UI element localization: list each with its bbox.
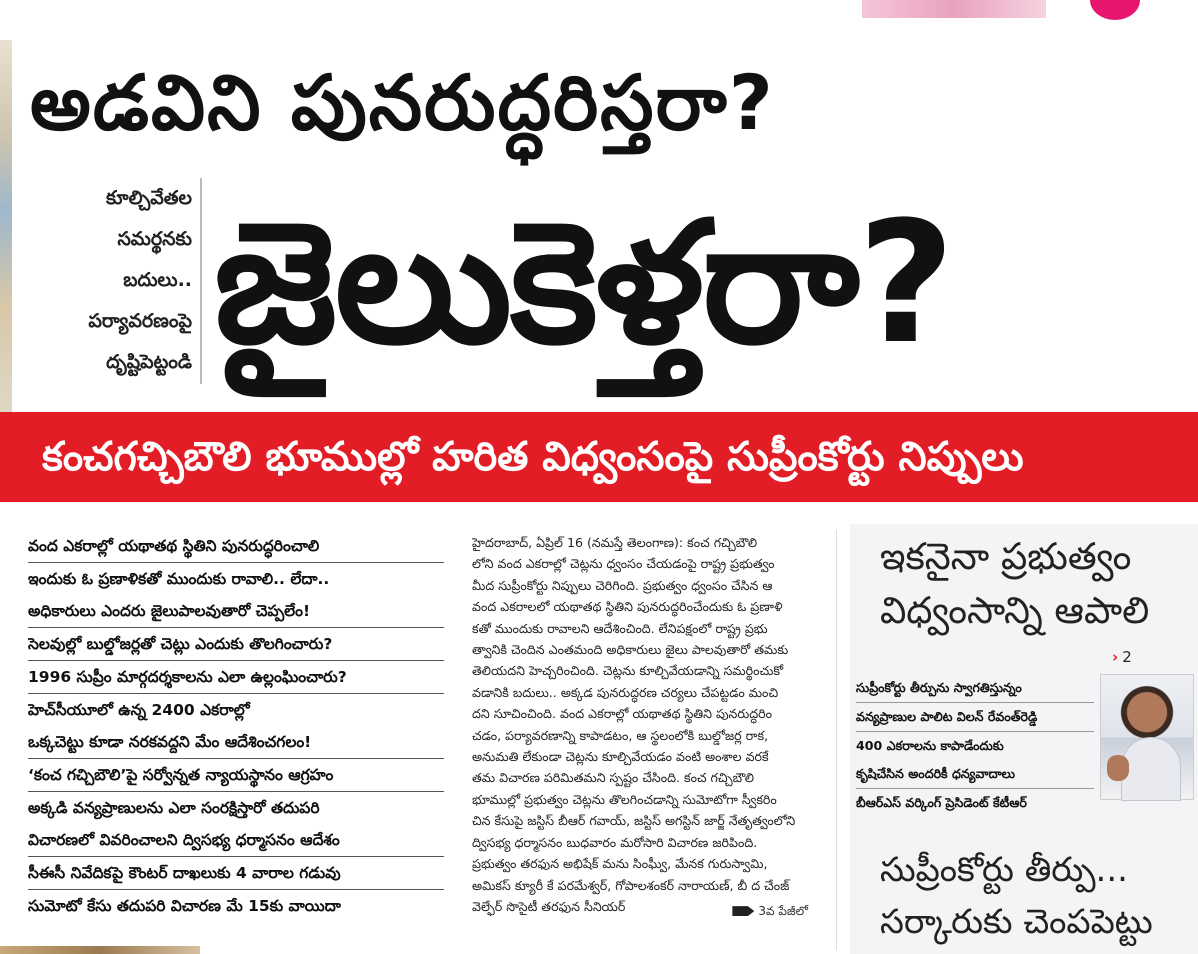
sidebar-point: వన్యప్రాణుల పాలిట విలన్ రేవంత్‌రెడ్డి xyxy=(856,703,1094,732)
kicker-line: కూల్చివేతల xyxy=(105,187,192,209)
sidebar-point: కృషిచేసిన అందరికీ ధన్యవాదాలు xyxy=(856,760,1094,789)
kicker-line: పర్యావరణంపై xyxy=(88,310,192,332)
portrait-shirt xyxy=(1121,737,1181,801)
article-line: త్వానికి చెందిన ఎంతమంది అధికారులు జైలు పాలవుతారో తమకు xyxy=(472,642,789,658)
highlight-item: ఒక్కచెట్టు కూడా నరకవద్దని మేం ఆదేశించగలం! xyxy=(28,726,444,759)
highlight-item: సీఈసీ నివేదికపై కౌంటర్ దాఖలుకు 4 వారాల గడువు xyxy=(28,857,444,890)
article-line: హైదరాబాద్, ఏప్రిల్ 16 (నమస్తే తెలంగాణ): కంచ గచ్చిబౌలి xyxy=(472,535,758,550)
sidebar-point: 400 ఎకరాలను కాపాడేందుకు xyxy=(856,738,1004,753)
article-body xyxy=(472,532,820,942)
kicker-line: బదులు.. xyxy=(123,269,192,291)
headline-top: అడవిని పునరుద్ధరిస్తరా? xyxy=(30,58,775,147)
highlight-item: 1996 సుప్రీం మార్గదర్శకాలను ఎలా ఉల్లంఘించారు? xyxy=(28,661,444,694)
page-number-badge xyxy=(1090,0,1140,20)
sidebar-points xyxy=(856,674,1094,817)
photo-fragment xyxy=(0,946,200,954)
highlights-list xyxy=(28,530,444,940)
column-divider xyxy=(836,530,837,950)
article-line: అమికస్ క్యూరీ కే పరమేశ్వర్, గోపాలశంకర్ నారాయణ్, బీ ద చేంజ్ xyxy=(472,877,790,893)
top-strip xyxy=(0,0,1198,28)
sidebar-headline-2 xyxy=(880,844,1198,948)
continued-label: 3వ పేజీలో xyxy=(758,903,808,918)
page-reference-number: 2 xyxy=(1122,648,1132,666)
kicker-line: దృష్టిపెట్టండి xyxy=(106,351,192,373)
article-line: వెల్ఫేర్ సొసైటీ తరఫున సీనియర్ xyxy=(472,898,626,914)
masthead-ad-fragment xyxy=(862,0,1046,18)
sidebar-headline-line: విధ్వంసాన్ని ఆపాలి xyxy=(880,589,1150,632)
highlight-item: అధికారులు ఎందరు జైలుపాలవుతారో చెప్పలేం! xyxy=(28,595,444,628)
kicker-line: సమర్థనకు xyxy=(117,228,192,250)
article-line: వంద ఎకరాలలో యథాతథ స్థితిని పునరుద్ధరించేందుకు ఓ ప్రణాళి xyxy=(472,599,783,615)
highlight-item: విచారణలో వివరించాలని ద్విసభ్య ధర్మాసనం ఆదేశం xyxy=(28,824,444,857)
article-line: ప్రభుత్వం తరఫున అభిషేక్ మను సింఘ్వీ, మేనక గురుస్వామి, xyxy=(472,856,768,872)
article-line: చడం, పర్యావరణాన్ని కాపాడటం, ఆ స్థలంలోకి బుల్డోజర్ల రాక, xyxy=(472,727,769,743)
article-line: తెలియదని హెచ్చరించింది. చెట్లను కూల్చివేయడాన్ని సమర్థించుకో xyxy=(472,663,784,679)
highlight-item: ‘కంచ గచ్చిబౌలి’పై సర్వోన్నత న్యాయస్థానం ఆగ్రహం xyxy=(28,759,444,792)
article-line: అనుమతి లేకుండా చెట్లను కూల్చివేయడం వంటి అంశాల వరకే xyxy=(472,749,769,765)
banner-text: కంచగచ్చిబౌలి భూముల్లో హరిత విధ్వంసంపై సుప్రీంకోర్టు నిప్పులు xyxy=(42,434,1024,480)
article-line: ద్విసభ్య ధర్మాసనం బుధవారం మరోసారి విచారణ జరిపింది. xyxy=(472,834,758,850)
article-line: వడానికి బదులు.. అక్కడ పునరుద్ధరణ చర్యలు చేపట్టడం మంచి xyxy=(472,684,779,700)
article-line: మీద సుప్రీంకోర్టు నిప్పులు చెరిగింది. ప్రభుత్వం ధ్వంసం చేసిన ఆ xyxy=(472,577,773,593)
article-line: తమ విచారణ పరిమితమని స్పష్టం చేసింది. కంచ గచ్చిబౌలి xyxy=(472,770,754,786)
highlight-item: హెచ్‌సీయూలో ఉన్న 2400 ఎకరాల్లో xyxy=(28,701,250,719)
highlight-item: సెలవుల్లో బుల్డోజర్లతో చెట్లు ఎందుకు తొలగించారు? xyxy=(28,628,444,661)
article-line: భూముల్లో ప్రభుత్వం చెట్లను తొలగించడాన్ని సుమోటోగా స్వీకరిం xyxy=(472,791,777,807)
sidebar-story xyxy=(850,524,1198,954)
article-line: దని సూచించింది. వంద ఎకరాల్లో యథాతథ స్థితిని పునరుద్ధరిం xyxy=(472,706,772,722)
portrait-photo xyxy=(1100,674,1194,800)
sidebar-headline xyxy=(880,530,1198,638)
sidebar-headline-2-line: సుప్రీంకోర్టు తీర్పు... xyxy=(880,850,1128,890)
portrait-hand xyxy=(1107,755,1129,781)
highlight-item: వంద ఎకరాల్లో యథాతథ స్థితిని పునరుద్ధరించాలి xyxy=(28,530,444,563)
continued-on-page[interactable] xyxy=(732,901,808,922)
sidebar-headline-line: ఇకనైనా ప్రభుత్వం xyxy=(880,535,1132,578)
sidebar-point: సుప్రీంకోర్టు తీర్పును స్వాగతిస్తున్నం xyxy=(856,674,1094,703)
headline-main: జైలుకెళ్తరా? xyxy=(214,185,953,381)
arrow-right-icon xyxy=(732,906,754,916)
highlight-item: ఇందుకు ఓ ప్రణాళికతో ముందుకు రావాలి.. లేదా.. xyxy=(28,570,330,588)
highlight-item: సుమోటో కేసు తదుపరి విచారణ మే 15కు వాయిదా xyxy=(28,897,341,915)
page-reference[interactable] xyxy=(1112,648,1132,666)
chevron-right-icon: › xyxy=(1112,648,1119,666)
banner xyxy=(0,412,1198,502)
sidebar-point: బీఆర్ఎస్ వర్కింగ్ ప్రెసిడెంట్ కేటీఆర్ xyxy=(856,795,1027,810)
article-line: చిన కేసుపై జస్టిస్ బీఆర్ గవాయ్, జస్టిస్ అగస్టిన్ జార్జ్ నేతృత్వంలోని xyxy=(472,813,796,829)
side-kicker xyxy=(60,178,202,384)
adjacent-page-edge xyxy=(0,40,12,420)
sidebar-headline-2-line: సర్కారుకు చెంపపెట్టు xyxy=(880,902,1153,942)
article-line: కతో ముందుకు రావాలని ఆదేశించింది. లేనిపక్షంలో రాష్ట్ర ప్రభు xyxy=(472,620,768,636)
article-line: లోని వంద ఎకరాల్లో చెట్లను ధ్వంసం చేయడంపై రాష్ట్ర ప్రభుత్వం xyxy=(472,556,775,572)
highlight-item: అక్కడి వన్యప్రాణులను ఎలా సంరక్షిస్తారో తదుపరి xyxy=(28,799,320,817)
